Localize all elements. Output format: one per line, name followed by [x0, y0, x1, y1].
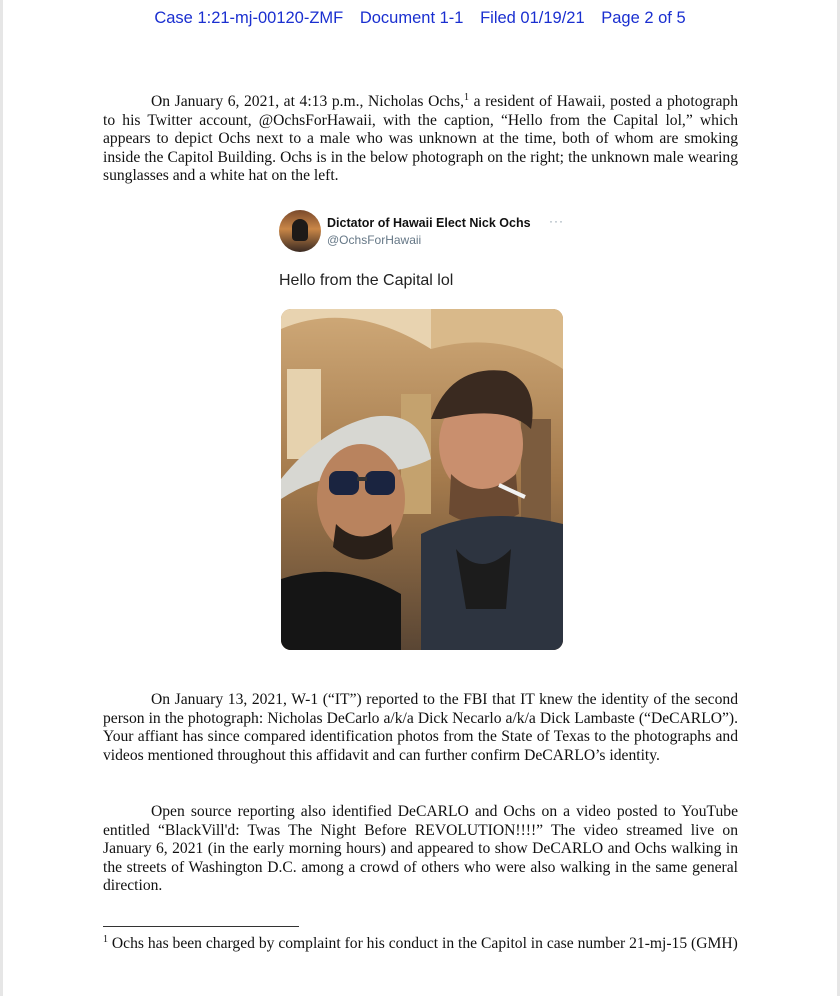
footnote-divider [103, 926, 299, 927]
avatar[interactable] [279, 210, 321, 252]
tweet-text: Hello from the Capital lol [279, 272, 454, 289]
footnote-reference[interactable]: 1 [464, 91, 470, 103]
paragraph-2: On January 13, 2021, W-1 (“IT”) reported to the FBI that IT knew the identity of the second person in the photograph: Nicholas DeCarlo a/k/a Dick Necarlo a/k/a Dick Lambaste (“DeCARLO”). Your affiant has since compared identification photos from the State of Texas to the photographs and videos mentioned throughout this affidavit and can further confirm DeCARLO’s identity. [103, 691, 738, 764]
case-header [0, 9, 840, 28]
paragraph-1-lead: On January 6, 2021, at 4:13 p.m., Nicholas Ochs, [151, 93, 465, 110]
tweet-display-name[interactable]: Dictator of Hawaii Elect Nick Ochs [327, 216, 531, 230]
case-number: Case 1:21-mj-00120-ZMF [154, 9, 344, 27]
more-options-icon[interactable]: ··· [549, 214, 564, 228]
footnote-1 [103, 935, 738, 954]
page-edge-left [0, 0, 3, 996]
filed-date: Filed 01/19/21 [480, 9, 585, 27]
tweet-handle[interactable]: @OchsForHawaii [327, 233, 422, 247]
footnote-number: 1 [103, 933, 108, 945]
document-number: Document 1-1 [359, 9, 464, 27]
paragraph-1 [103, 93, 738, 186]
paragraph-3: Open source reporting also identified DeCARLO and Ochs on a video posted to YouTube entitled “BlackVill'd: Twas The Night Before REVOLUTION!!!!” The video streamed live on January 6, 2021 (in the early morning hours) and appeared to show DeCARLO and Ochs walking in the streets of Washington D.C. among a crowd of others who were also walking in the same general direction. [103, 803, 738, 895]
tweet-header [279, 210, 579, 254]
footnote-text: Ochs has been charged by complaint for his conduct in the Capitol in case number 21-mj-15 (GMH) [108, 935, 738, 952]
tweet-photo [281, 309, 563, 650]
page-indicator: Page 2 of 5 [601, 9, 686, 27]
paragraph-1-body: a resident of Hawaii, posted a photograph to his Twitter account, @OchsForHawaii, with the caption, “Hello from the Capital lol,” which appears to depict Ochs next to a male who was unknown at the time, both of whom are smoking inside the Capitol Building. Ochs is in the below photograph on the right; the unknown male wearing sunglasses and a white hat on the left. [103, 93, 738, 185]
